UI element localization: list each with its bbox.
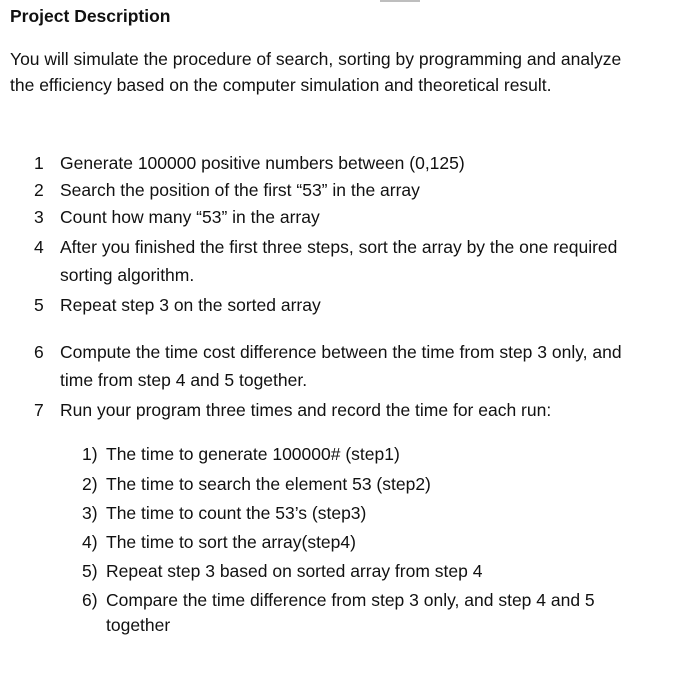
sub-step-number: 4) [82,532,98,552]
sub-step-text: Repeat step 3 based on sorted array from step 4 [106,561,483,581]
sub-step-text: The time to generate 100000# (step1) [106,444,400,464]
sub-step-number: 2) [82,474,98,494]
step-text: Repeat step 3 on the sorted array [60,295,321,315]
step-number: 5 [34,295,44,315]
sub-step-item-4 [82,530,642,555]
sub-step-number: 3) [82,503,98,523]
step-text: Count how many “53” in the array [60,207,320,227]
step-item-2 [34,176,644,204]
step-item-6 [34,338,644,394]
step-text: After you finished the first three steps, sort the array by the one required sorting algorithm. [60,237,618,285]
sub-step-text: The time to count the 53’s (step3) [106,503,367,523]
step-text: Generate 100000 positive numbers between (0,125) [60,153,465,173]
step-number: 3 [34,207,44,227]
sub-step-item-3 [82,501,642,526]
step-item-1 [34,149,644,177]
step-number: 1 [34,153,44,173]
intro-paragraph: You will simulate the procedure of search, sorting by programming and analyze the efficiency based on the computer simulation and theoretical result. [10,49,622,95]
sub-step-item-6 [82,588,642,638]
sub-step-text: Compare the time difference from step 3 only, and step 4 and 5 together [106,590,595,635]
sub-step-item-2 [82,472,642,497]
sub-step-item-1 [82,442,642,467]
step-item-3 [34,203,644,231]
step-number: 4 [34,237,44,257]
sub-step-text: The time to search the element 53 (step2) [106,474,431,494]
sub-step-number: 5) [82,561,98,581]
step-text: Compute the time cost difference between the time from step 3 only, and time from step 4 and 5 together. [60,342,622,390]
sub-step-number: 6) [82,590,98,610]
document-title: Project Description [10,6,171,26]
cropped-text-fragment [380,0,420,2]
step-text: Search the position of the first “53” in the array [60,180,420,200]
sub-step-number: 1) [82,444,98,464]
sub-step-text: The time to sort the array(step4) [106,532,356,552]
step-number: 6 [34,342,44,362]
step-item-5 [34,291,644,319]
step-number: 7 [34,400,44,420]
step-item-7 [34,396,644,424]
step-text: Run your program three times and record the time for each run: [60,400,552,420]
step-item-4 [34,233,644,289]
sub-step-item-5 [82,559,642,584]
step-number: 2 [34,180,44,200]
